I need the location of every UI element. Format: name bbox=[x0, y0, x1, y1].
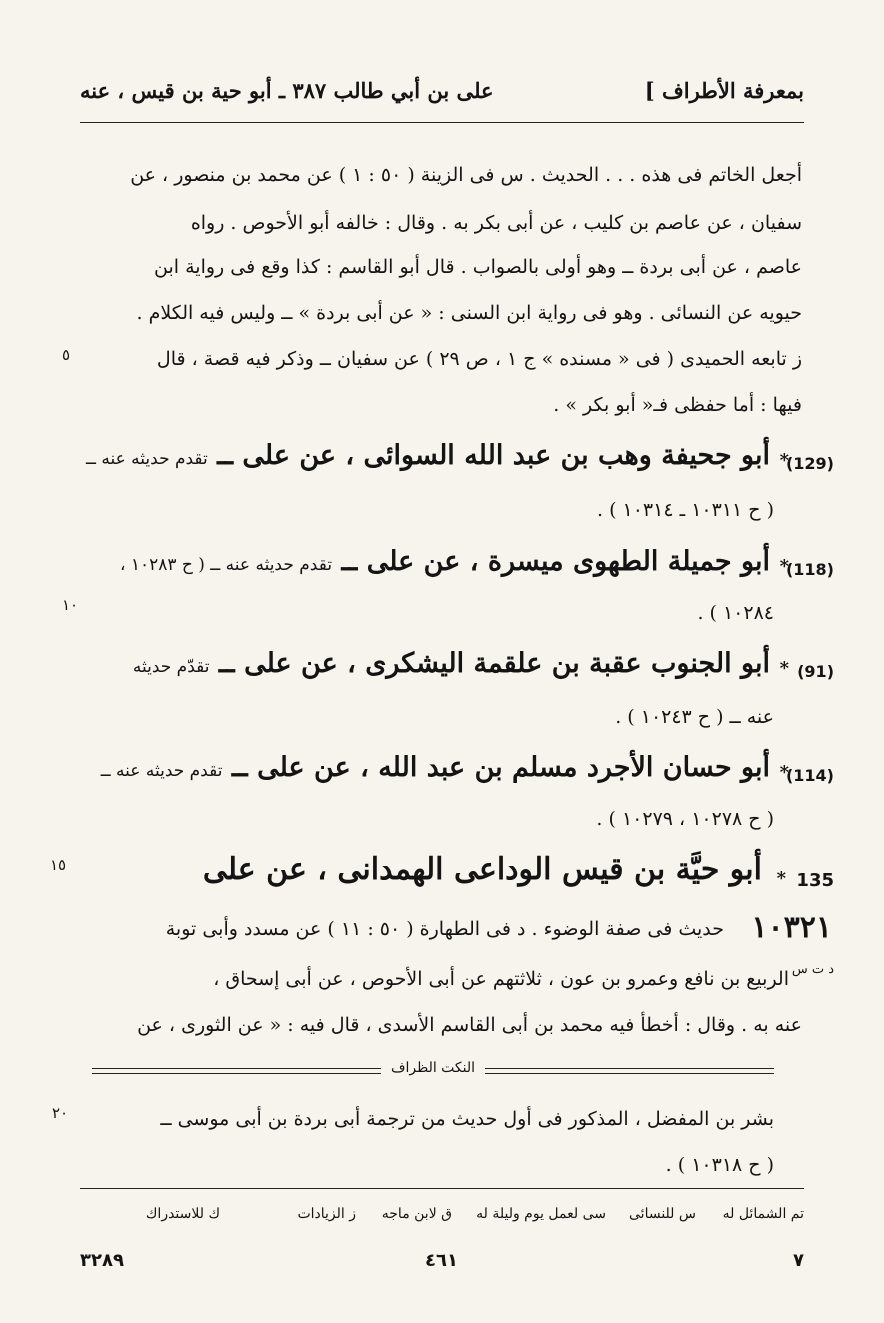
entry-title: أبو حسان الأجرد مسلم بن عبد الله ، عن على ــ تقدم حديثه عنه ــ bbox=[100, 752, 770, 783]
entry-number: (129) bbox=[785, 454, 834, 473]
abbreviations-row bbox=[80, 1206, 804, 1230]
header-rule bbox=[80, 122, 804, 123]
star-marker: * bbox=[779, 658, 789, 679]
entry-118-cont: ١٠٢٨٤ ) . bbox=[697, 602, 774, 624]
entry-number: 135 bbox=[796, 870, 834, 891]
entry-129 bbox=[74, 440, 834, 488]
intro-line-6: فيها : أما حفظى فـ« أبو بكر » . bbox=[553, 394, 802, 416]
hadith-sigils: د ت س bbox=[791, 962, 834, 977]
nukat-line-2: ( ح ١٠٣١٨ ) . bbox=[665, 1154, 774, 1176]
running-header bbox=[80, 78, 804, 118]
entry-91 bbox=[74, 648, 834, 696]
abbrev-ibn-majah: ق لابن ماجه bbox=[381, 1206, 452, 1222]
margin-line-20: ٢٠ bbox=[52, 1104, 69, 1122]
intro-line-1: أجعل الخاتم فى هذه . . . الحديث . س فى الزينة ( ٥٠ : ١ ) عن محمد بن منصور ، عن bbox=[130, 164, 802, 186]
abbrev-amal-yawm: سى لعمل يوم وليلة له bbox=[476, 1206, 606, 1222]
entry-114-cont: ( ح ١٠٢٧٨ ، ١٠٢٧٩ ) . bbox=[596, 808, 774, 830]
abbrev-nasai: س للنسائى bbox=[629, 1206, 696, 1222]
hadith-line-3: عنه به . وقال : أخطأ فيه محمد بن أبى القاسم الأسدى ، قال فيه : « عن الثورى ، عن bbox=[137, 1014, 802, 1036]
margin-line-15: ١٥ bbox=[50, 856, 67, 874]
intro-line-3: عاصم ، عن أبى بردة ــ وهو أولى بالصواب . قال أبو القاسم : كذا وقع فى رواية ابن bbox=[154, 256, 802, 278]
star-marker: * bbox=[776, 868, 786, 889]
margin-line-10: ١٠ bbox=[62, 596, 79, 614]
entry-135 bbox=[74, 852, 834, 906]
abbrev-shamail: تم الشمائل له bbox=[722, 1206, 804, 1222]
entry-number: (91) bbox=[797, 662, 834, 681]
star-marker: * bbox=[779, 450, 789, 471]
entry-number: (118) bbox=[785, 560, 834, 579]
entry-114 bbox=[74, 752, 834, 800]
intro-line-4: حيويه عن النسائى . وهو فى رواية ابن السنى : « عن أبى بردة » ــ وليس فيه الكلام . bbox=[136, 302, 802, 324]
header-section-title: على بن أبي طالب ٣٨٧ ـ أبو حية بن قيس ، عنه bbox=[80, 78, 494, 103]
nukat-separator bbox=[92, 1060, 774, 1082]
hadith-line-2: الربيع بن نافع وعمرو بن عون ، ثلاثتهم عن أبى الأحوص ، عن أبى إسحاق ، bbox=[213, 968, 789, 990]
entry-title: أبو جميلة الطهوى ميسرة ، عن على ــ تقدم حديثه عنه ــ ( ح ١٠٢٨٣ ، bbox=[119, 546, 770, 577]
entry-number: (114) bbox=[785, 766, 834, 785]
volume-number: ٧ bbox=[793, 1250, 804, 1271]
hadith-line-1: حديث فى صفة الوضوء . د فى الطهارة ( ٥٠ : ١١ ) عن مسدد وأبى توبة bbox=[165, 918, 724, 940]
intro-line-2: سفيان ، عن عاصم بن كليب ، عن أبى بكر به . وقال : خالفه أبو الأحوص . رواه bbox=[190, 212, 802, 234]
footer-rule bbox=[80, 1188, 804, 1189]
header-book-title: بمعرفة الأطراف ] bbox=[644, 78, 804, 103]
abbrev-istidrak: ك للاستدراك bbox=[145, 1206, 220, 1222]
entry-129-cont: ( ح ١٠٣١١ ـ ١٠٣١٤ ) . bbox=[596, 499, 774, 521]
entry-118 bbox=[74, 546, 834, 594]
abbrev-ziyadat: ز الزيادات bbox=[297, 1206, 356, 1222]
volume-page-number: ٣٢٨٩ bbox=[80, 1250, 124, 1271]
margin-line-5: ٥ bbox=[62, 346, 71, 364]
star-marker: * bbox=[779, 762, 789, 783]
intro-line-5: ز تابعه الحميدى ( فى « مسنده » ج ١ ، ص ٢٩ ) عن سفيان ــ وذكر فيه قصة ، قال bbox=[156, 348, 802, 370]
page-number: ٤٦١ bbox=[425, 1250, 458, 1271]
entry-title: أبو حيَّة بن قيس الوداعى الهمدانى ، عن على bbox=[202, 852, 762, 887]
entry-title: أبو جحيفة وهب بن عبد الله السوائى ، عن على ــ تقدم حديثه عنه ــ bbox=[86, 440, 770, 471]
star-marker: * bbox=[779, 556, 789, 577]
hadith-number: ١٠٣٢١ bbox=[751, 910, 832, 945]
entry-91-cont: عنه ــ ( ح ١٠٢٤٣ ) . bbox=[615, 706, 774, 728]
nukat-line-1: بشر بن المفضل ، المذكور فى أول حديث من ترجمة أبى بردة بن أبى موسى ــ bbox=[160, 1108, 774, 1130]
entry-title: أبو الجنوب عقبة بن علقمة اليشكرى ، عن على ــ تقدّم حديثه bbox=[132, 648, 770, 679]
nukat-label: النكت الظراف bbox=[381, 1060, 485, 1076]
